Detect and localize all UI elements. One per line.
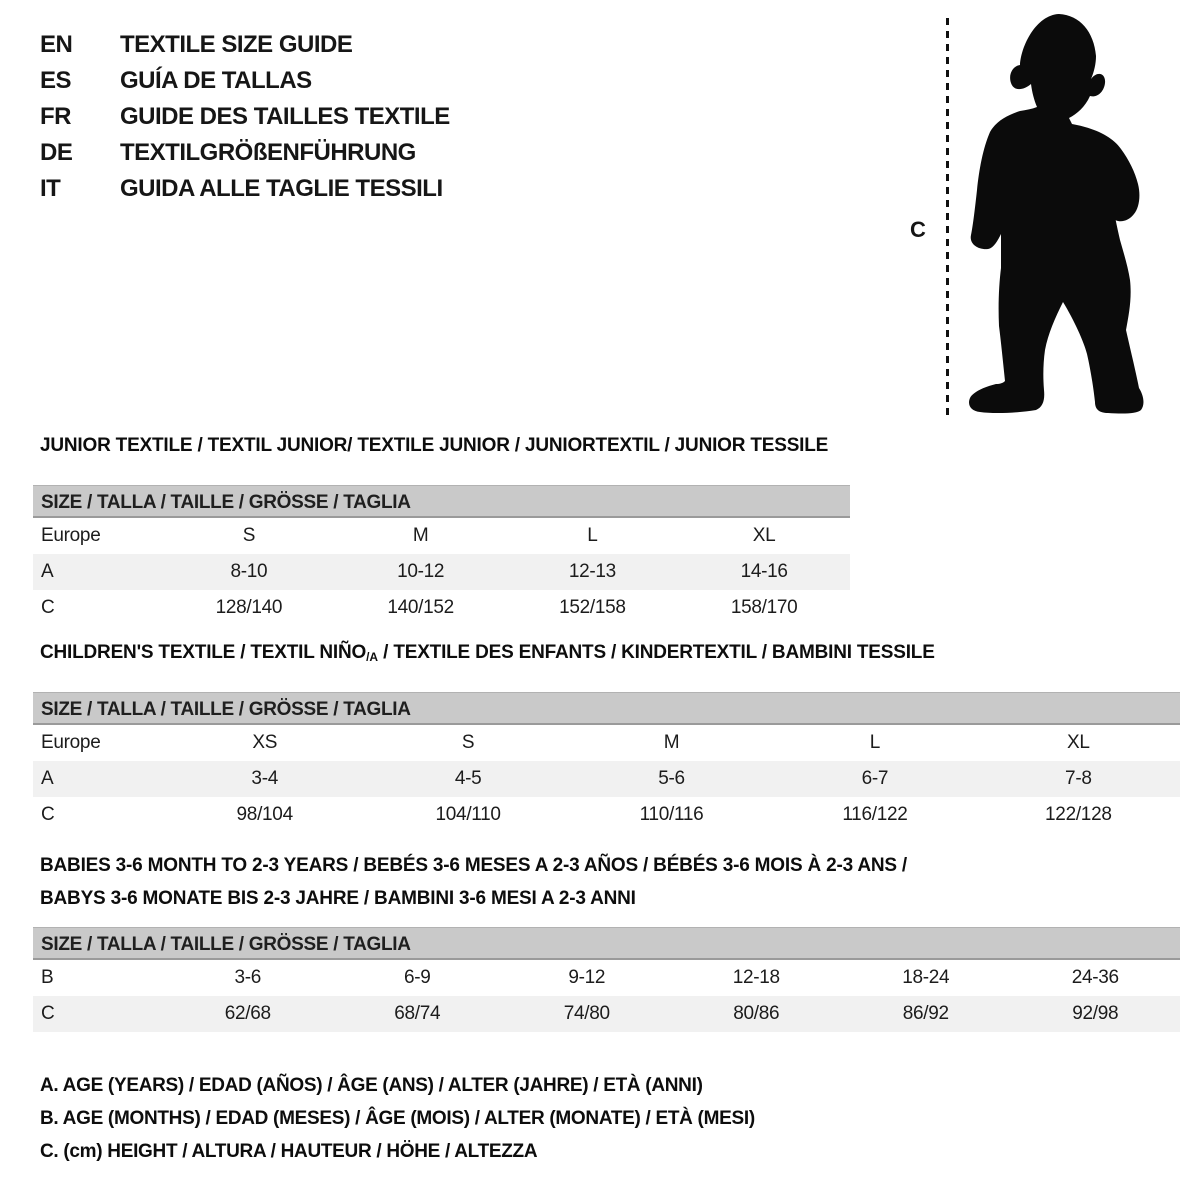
junior-size-table	[33, 485, 850, 626]
row-label: A	[41, 561, 54, 582]
table-cell: 68/74	[394, 1003, 441, 1024]
table-cell: L	[869, 732, 881, 753]
table-cell: 8-10	[230, 561, 268, 582]
babies-title-line1: BABIES 3-6 MONTH TO 2-3 YEARS / BEBÉS 3-6 MESES A 2-3 AÑOS / BÉBÉS 3-6 MOIS À 2-3 ANS /	[40, 855, 908, 876]
table-cell: 98/104	[236, 804, 293, 825]
table-cell: 104/110	[435, 804, 501, 825]
table-row-b	[33, 960, 1180, 996]
height-dashed-line	[946, 18, 949, 416]
children-title-prefix: CHILDREN'S TEXTILE / TEXTIL NIÑO	[40, 642, 367, 663]
lang-row-es	[40, 63, 450, 99]
table-cell: 18-24	[902, 967, 950, 988]
guide-title-fr: GUIDE DES TAILLES TEXTILE	[120, 103, 450, 130]
table-cell: L	[587, 525, 598, 546]
babies-table-rows	[33, 960, 1180, 1032]
lang-code: DE	[40, 139, 73, 166]
table-cell: 116/122	[842, 804, 908, 825]
size-table-header: SIZE / TALLA / TAILLE / GRÖSSE / TAGLIA	[33, 927, 1180, 960]
junior-table-rows	[33, 518, 850, 626]
guide-title-es: GUÍA DE TALLAS	[120, 67, 312, 94]
size-table-header: SIZE / TALLA / TAILLE / GRÖSSE / TAGLIA	[33, 485, 850, 518]
table-cell: XL	[752, 525, 776, 546]
row-label: C	[41, 1003, 55, 1024]
guide-title-de: TEXTILGRÖßENFÜHRUNG	[120, 139, 416, 166]
table-cell: 9-12	[568, 967, 606, 988]
table-cell: 5-6	[658, 768, 685, 789]
babies-section-title	[40, 849, 907, 915]
language-title-list	[40, 27, 450, 207]
row-label: B	[41, 967, 54, 988]
table-cell: 10-12	[397, 561, 445, 582]
lang-code: EN	[40, 31, 73, 58]
table-cell: 158/170	[730, 597, 798, 618]
table-cell: 122/128	[1045, 804, 1112, 825]
table-cell: 74/80	[563, 1003, 610, 1024]
children-title-suffix: / TEXTILE DES ENFANTS / KINDERTEXTIL / BAMBINI TESSILE	[378, 642, 935, 663]
table-cell: S	[242, 525, 256, 546]
toddler-silhouette-path	[969, 14, 1143, 414]
table-cell: 92/98	[1072, 1003, 1119, 1024]
table-cell: 3-4	[251, 768, 278, 789]
table-cell: 62/68	[224, 1003, 271, 1024]
lang-row-fr	[40, 99, 450, 135]
table-row-c	[33, 996, 1180, 1032]
table-cell: 6-9	[403, 967, 431, 988]
row-label: C	[41, 597, 55, 618]
children-size-table	[33, 692, 1180, 833]
children-table-rows	[33, 725, 1180, 833]
table-cell: 12-13	[568, 561, 616, 582]
lang-code: ES	[40, 67, 72, 94]
size-table-header: SIZE / TALLA / TAILLE / GRÖSSE / TAGLIA	[33, 692, 1180, 725]
children-title-subscript: /A	[366, 650, 379, 664]
table-cell: M	[663, 732, 680, 753]
babies-size-table	[33, 927, 1180, 1032]
lang-code: IT	[40, 175, 61, 202]
table-cell: 12-18	[732, 967, 780, 988]
height-measure-label: C	[910, 217, 926, 242]
toddler-silhouette	[956, 12, 1146, 424]
table-cell: 140/152	[387, 597, 454, 618]
lang-row-en	[40, 27, 450, 63]
table-cell: 110/116	[639, 804, 704, 825]
table-cell: 7-8	[1065, 768, 1092, 789]
table-row-a	[33, 761, 1180, 797]
table-row-c	[33, 590, 850, 626]
table-cell: 4-5	[454, 768, 482, 789]
children-section-title	[40, 642, 935, 664]
legend-line-b: B. AGE (MONTHS) / EDAD (MESES) / ÂGE (MOIS) / ALTER (MONATE) / ETÀ (MESI)	[40, 1108, 755, 1129]
lang-row-it	[40, 171, 450, 207]
table-cell: 86/92	[902, 1003, 949, 1024]
table-cell: XL	[1067, 732, 1090, 753]
row-label: C	[41, 804, 55, 825]
table-row-europe	[33, 518, 850, 554]
table-cell: 6-7	[861, 768, 889, 789]
table-cell: S	[461, 732, 475, 753]
table-cell: 152/158	[559, 597, 626, 618]
table-row-c	[33, 797, 1180, 833]
row-label: A	[41, 768, 54, 789]
junior-section-title: JUNIOR TEXTILE / TEXTIL JUNIOR/ TEXTILE JUNIOR / JUNIORTEXTIL / JUNIOR TESSILE	[40, 435, 829, 456]
table-cell: 128/140	[215, 597, 283, 618]
guide-title-it: GUIDA ALLE TAGLIE TESSILI	[120, 175, 443, 202]
measure-legend	[40, 1069, 755, 1168]
table-cell: 3-6	[234, 967, 262, 988]
table-cell: XS	[252, 732, 278, 753]
table-cell: M	[412, 525, 429, 546]
row-label: Europe	[41, 732, 101, 753]
legend-line-a: A. AGE (YEARS) / EDAD (AÑOS) / ÂGE (ANS) / ALTER (JAHRE) / ETÀ (ANNI)	[40, 1075, 703, 1096]
lang-code: FR	[40, 103, 71, 130]
table-cell: 24-36	[1071, 967, 1119, 988]
table-row-europe	[33, 725, 1180, 761]
table-cell: 14-16	[740, 561, 788, 582]
legend-line-c: C. (cm) HEIGHT / ALTURA / HAUTEUR / HÖHE / ALTEZZA	[40, 1141, 538, 1162]
table-cell: 80/86	[733, 1003, 780, 1024]
table-row-a	[33, 554, 850, 590]
lang-row-de	[40, 135, 450, 171]
guide-title-en: TEXTILE SIZE GUIDE	[120, 31, 353, 58]
babies-title-line2: BABYS 3-6 MONATE BIS 2-3 JAHRE / BAMBINI 3-6 MESI A 2-3 ANNI	[40, 888, 636, 909]
row-label: Europe	[41, 525, 101, 546]
